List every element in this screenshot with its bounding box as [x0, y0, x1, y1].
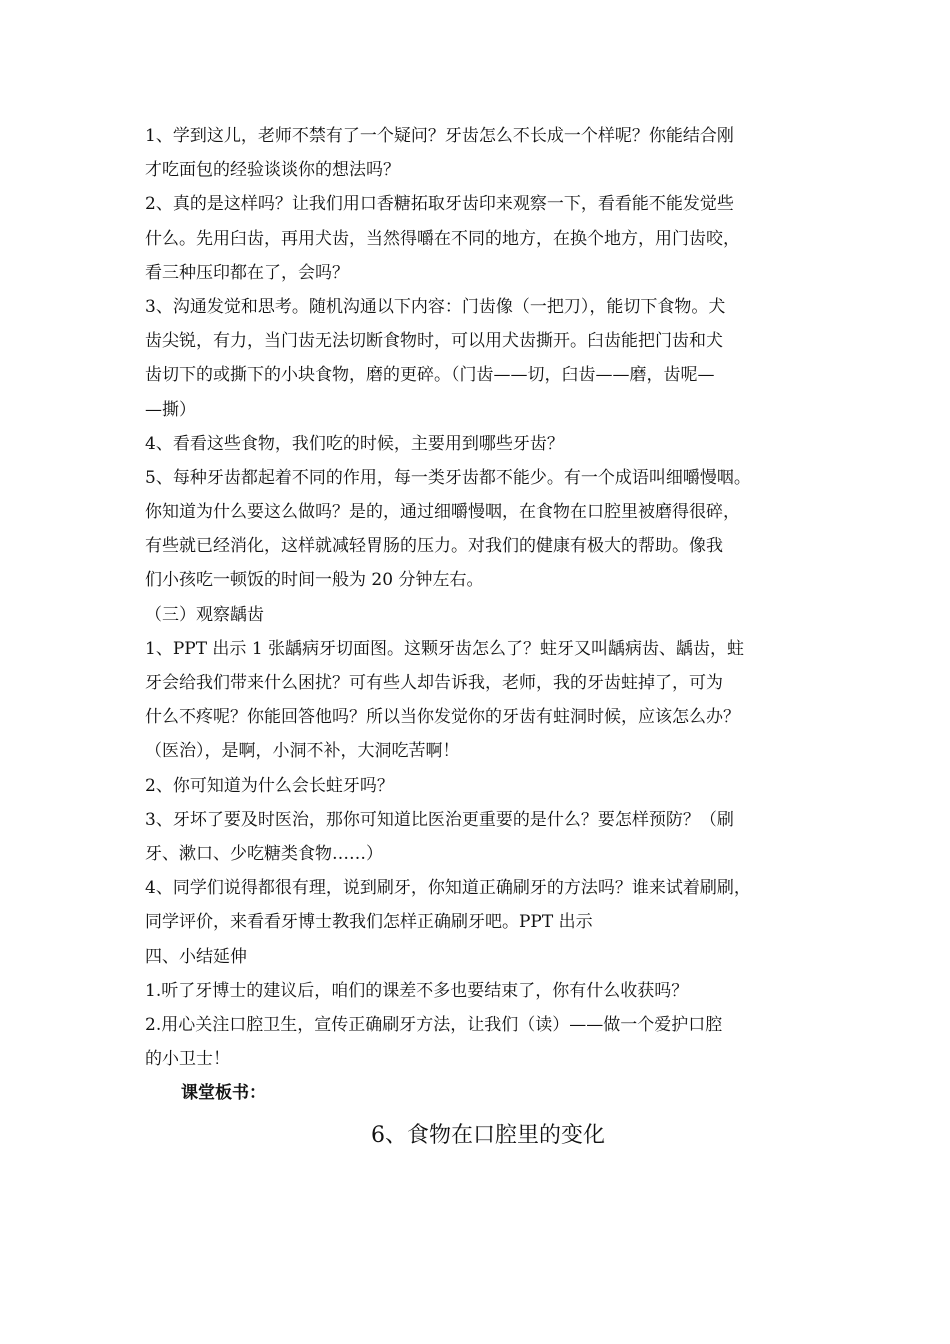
- text-line: 齿尖锐，有力，当门齿无法切断食物时，可以用犬齿撕开。臼齿能把门齿和犬: [145, 331, 723, 352]
- section-heading: 四、小结延伸: [145, 946, 247, 967]
- text-line: 什么。先用臼齿，再用犬齿，当然得嚼在不同的地方，在换个地方，用门齿咬，: [145, 228, 740, 249]
- text-line: 2、你可知道为什么会长蛀牙吗？: [145, 775, 394, 796]
- text-line: 齿切下的或撕下的小块食物，磨的更碎。（门齿——切，臼齿——磨，齿呢—: [145, 365, 715, 386]
- text-line: 4、看看这些食物，我们吃的时候，主要用到哪些牙齿？: [145, 433, 564, 454]
- text-line: 4、同学们说得都很有理，说到刷牙，你知道正确刷牙的方法吗？谁来试着刷刷，: [145, 878, 751, 899]
- text-line: 牙会给我们带来什么困扰？可有些人却告诉我，老师，我的牙齿蛀掉了，可为: [145, 673, 723, 693]
- text-line: 1.听了牙博士的建议后，咱们的课差不多也要结束了，你有什么收获吗？: [145, 980, 689, 1001]
- document-body: [145, 119, 825, 1156]
- text-line: 牙、漱口、少吃糖类食物……）: [145, 843, 383, 864]
- section-heading: （三）观察龋齿: [145, 604, 264, 625]
- text-line: 们小孩吃一顿饭的时间一般为 20 分钟左右。: [145, 570, 484, 591]
- text-line: —撕）: [145, 399, 196, 420]
- text-line: 2、真的是这样吗？让我们用口香糖拓取牙齿印来观察一下，看看能不能发觉些: [145, 194, 734, 215]
- text-line: 3、牙坏了要及时医治，那你可知道比医治更重要的是什么？要怎样预防？（刷: [145, 809, 734, 830]
- text-line: （医治），是啊，小洞不补，大洞吃苦啊！: [145, 741, 460, 762]
- text-line: 1、学到这儿，老师不禁有了一个疑问？牙齿怎么不长成一个样呢？你能结合刚: [145, 126, 734, 146]
- board-heading: 课堂板书：: [181, 1083, 266, 1104]
- text-line: 5、每种牙齿都起着不同的作用，每一类牙齿都不能少。有一个成语叫细嚼慢咽。: [145, 467, 751, 488]
- text-line: 2.用心关注口腔卫生，宣传正确刷牙方法，让我们（读）——做一个爱护口腔: [145, 1014, 723, 1035]
- text-line: 的小卫士！: [145, 1049, 230, 1070]
- text-line: 1、PPT 出示 1 张龋病牙切面图。这颗牙齿怎么了？蛀牙又叫龋病齿、龋齿，蛀: [145, 638, 745, 659]
- text-line: 看三种压印都在了，会吗？: [145, 262, 349, 283]
- text-line: 什么不疼呢？你能回答他吗？所以当你发觉你的牙齿有蛀洞时候，应该怎么办？: [145, 707, 740, 728]
- text-line: 同学评价，来看看牙博士教我们怎样正确刷牙吧。PPT 出示: [145, 912, 593, 933]
- board-title: 6、食物在口腔里的变化: [371, 1123, 605, 1149]
- text-line: 你知道为什么要这么做吗？是的，通过细嚼慢咽，在食物在口腔里被磨得很碎，: [145, 502, 740, 523]
- text-line: 有些就已经消化，这样就减轻胃肠的压力。对我们的健康有极大的帮助。像我: [145, 536, 723, 557]
- text-line: 才吃面包的经验谈谈你的想法吗？: [145, 160, 400, 181]
- text-line: 3、沟通发觉和思考。随机沟通以下内容：门齿像（一把刀），能切下食物。犬: [145, 296, 726, 317]
